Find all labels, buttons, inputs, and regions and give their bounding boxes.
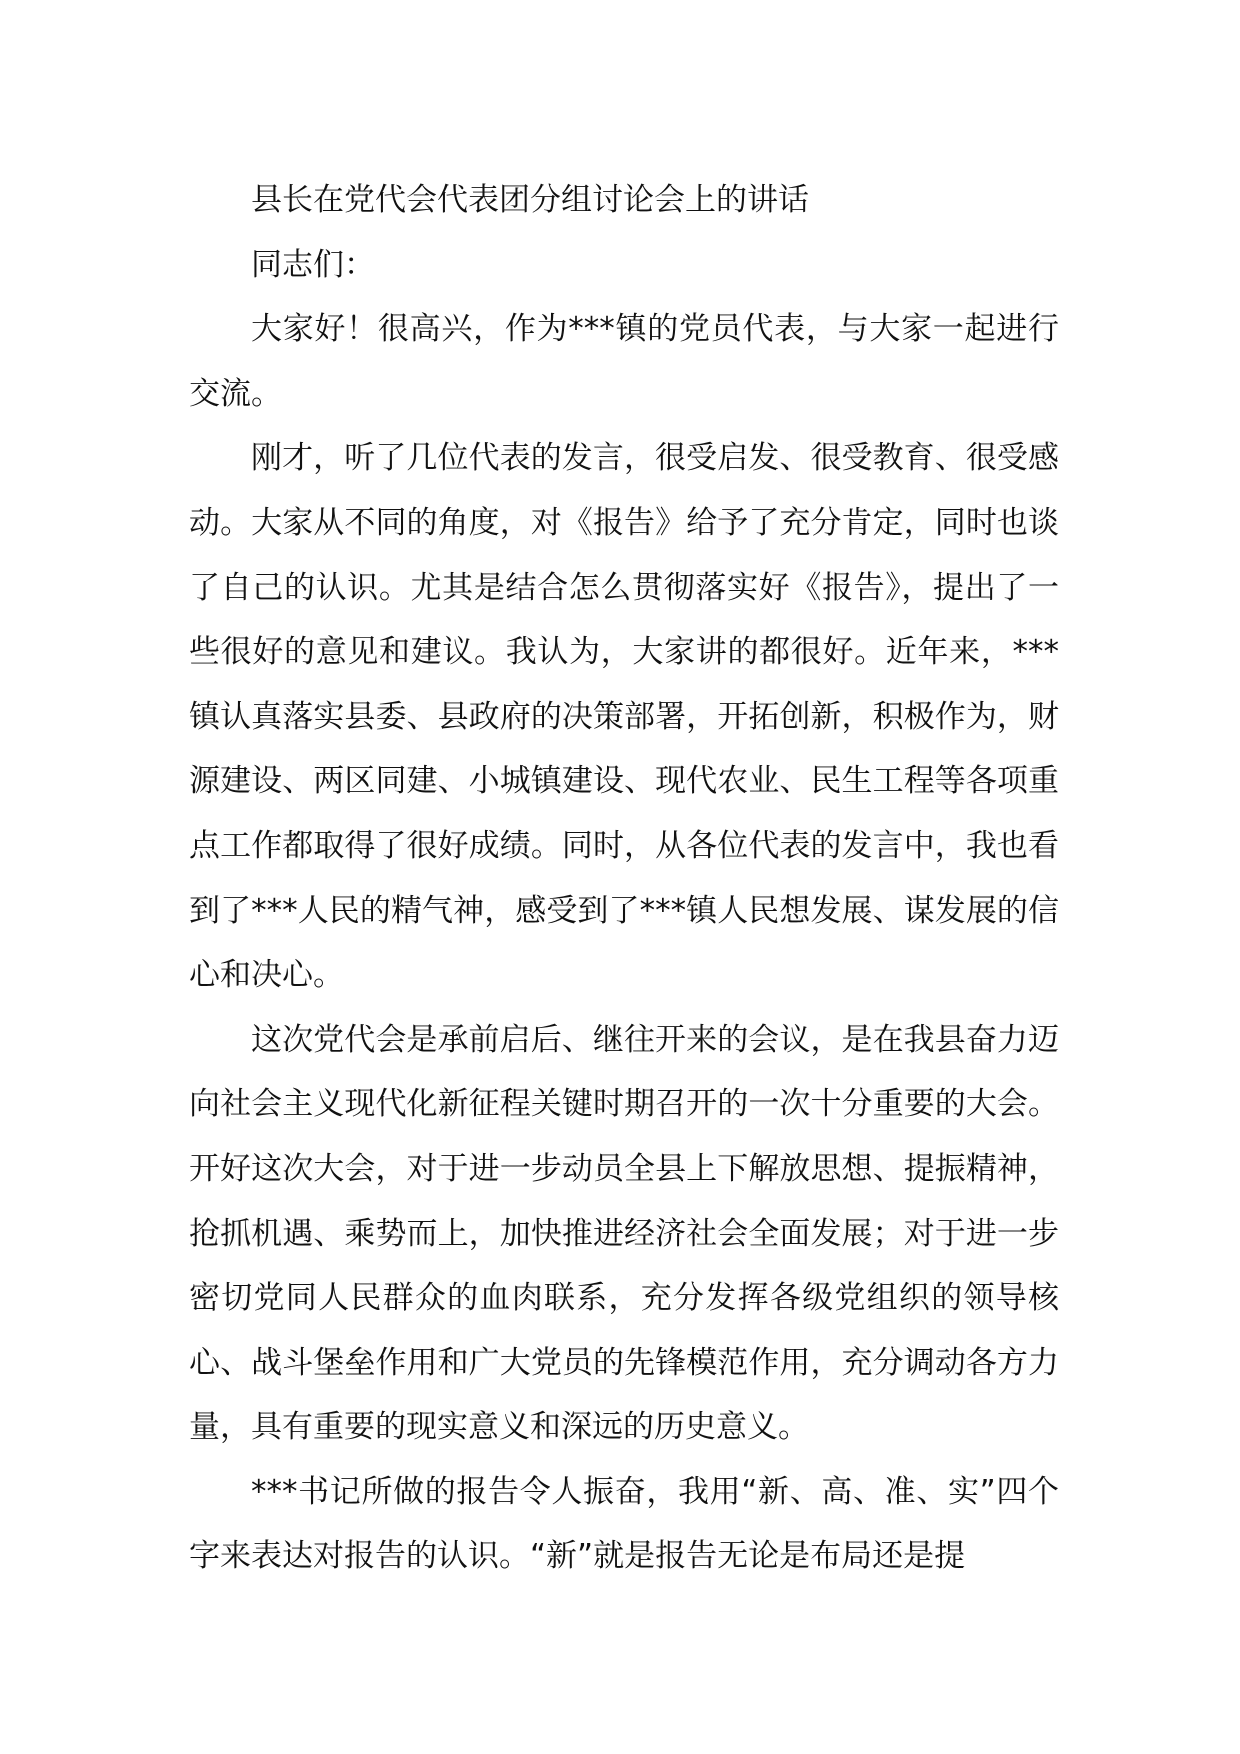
paragraph: 大家好！很高兴，作为***镇的党员代表，与大家一起进行交流。 — [189, 311, 1059, 412]
document-title: 县长在党代会代表团分组讨论会上的讲话 — [251, 182, 809, 218]
document-page — [189, 168, 1059, 1589]
paragraph: 刚才，听了几位代表的发言，很受启发、很受教育、很受感动。大家从不同的角度，对《报告》给予了充分肯定，同时也谈了自己的认识。尤其是结合怎么贯彻落实好《报告》，提出了一些很好的意见和建议。我认为，大家讲的都很好。近年来，***镇认真落实县委、县政府的决策部署，开拓创新，积极作为，财源建设、两区同建、小城镇建设、现代农业、民生工程等各项重点工作都取得了很好成绩。同时，从各位代表的发言中，我也看到了***人民的精气神，感受到了***镇人民想发展、谋发展的信心和决心。 — [189, 440, 1059, 994]
paragraph: 这次党代会是承前启后、继往开来的会议，是在我县奋力迈向社会主义现代化新征程关键时期召开的一次十分重要的大会。开好这次大会，对于进一步动员全县上下解放思想、提振精神，抢抓机遇、乘势而上，加快推进经济社会全面发展；对于进一步密切党同人民群众的血肉联系，充分发挥各级党组织的领导核心、战斗堡垒作用和广大党员的先锋模范作用，充分调动各方力量，具有重要的现实意义和深远的历史意义。 — [189, 1021, 1059, 1446]
paragraph: ***书记所做的报告令人振奋，我用“新、高、准、实”四个字来表达对报告的认识。“新”就是报告无论是布局还是提 — [189, 1473, 1059, 1575]
salutation: 同志们： — [251, 246, 375, 283]
